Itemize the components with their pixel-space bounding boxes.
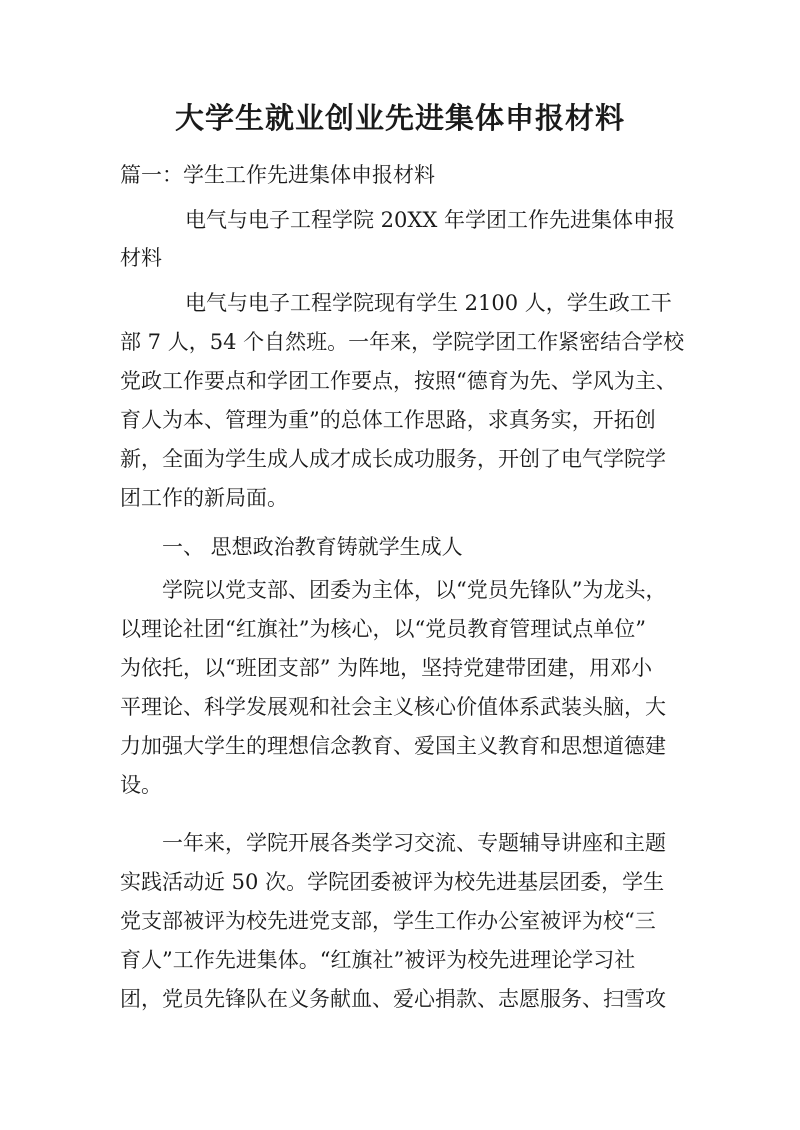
section-heading: 篇一：学生工作先进集体申报材料 bbox=[120, 163, 435, 187]
paragraph-line: 为依托，以“班团支部” 为阵地，坚持党建带团建，用邓小 bbox=[120, 656, 653, 680]
paragraph-line: 一年来，学院开展各类学习交流、专题辅导讲座和主题 bbox=[162, 831, 666, 855]
subsection-heading: 一、 思想政治教育铸就学生成人 bbox=[162, 535, 463, 559]
paragraph-line: 新，全面为学生成人成才成长成功服务，开创了电气学院学 bbox=[120, 447, 666, 471]
paragraph-line: 部 7 人，54 个自然班。一年来，学院学团工作紧密结合学校 bbox=[120, 330, 685, 354]
paragraph-line: 平理论、科学发展观和社会主义核心价值体系武装头脑，大 bbox=[120, 695, 666, 719]
document-title: 大学生就业创业先进集体申报材料 bbox=[174, 101, 625, 135]
paragraph-line: 电气与电子工程学院 20XX 年学团工作先进集体申报 bbox=[185, 208, 675, 232]
paragraph-line: 力加强大学生的理想信念教育、爱国主义教育和思想道德建 bbox=[120, 734, 666, 758]
paragraph-line: 电气与电子工程学院现有学生 2100 人，学生政工干 bbox=[185, 291, 672, 315]
paragraph-line: 育人”工作先进集体。“红旗社”被评为校先进理论学习社 bbox=[120, 948, 636, 972]
paragraph-line: 实践活动近 50 次。学院团委被评为校先进基层团委，学生 bbox=[120, 870, 665, 894]
paragraph-line: 以理论社团“红旗社”为核心，以“党员教育管理试点单位” bbox=[120, 617, 646, 641]
paragraph-line: 材料 bbox=[120, 246, 162, 270]
paragraph-line: 党支部被评为校先进党支部，学生工作办公室被评为校“三 bbox=[120, 909, 656, 933]
paragraph-line: 学院以党支部、团委为主体，以“党员先锋队”为龙头， bbox=[162, 578, 667, 602]
paragraph-line: 团，党员先锋队在义务献血、爱心捐款、志愿服务、扫雪攻 bbox=[120, 987, 666, 1011]
paragraph-line: 设。 bbox=[120, 773, 162, 797]
paragraph-line: 育人为本、管理为重”的总体工作思路，求真务实，开拓创 bbox=[120, 408, 656, 432]
paragraph-line: 党政工作要点和学团工作要点，按照“德育为先、学风为主、 bbox=[120, 369, 677, 393]
paragraph-line: 团工作的新局面。 bbox=[120, 486, 288, 510]
